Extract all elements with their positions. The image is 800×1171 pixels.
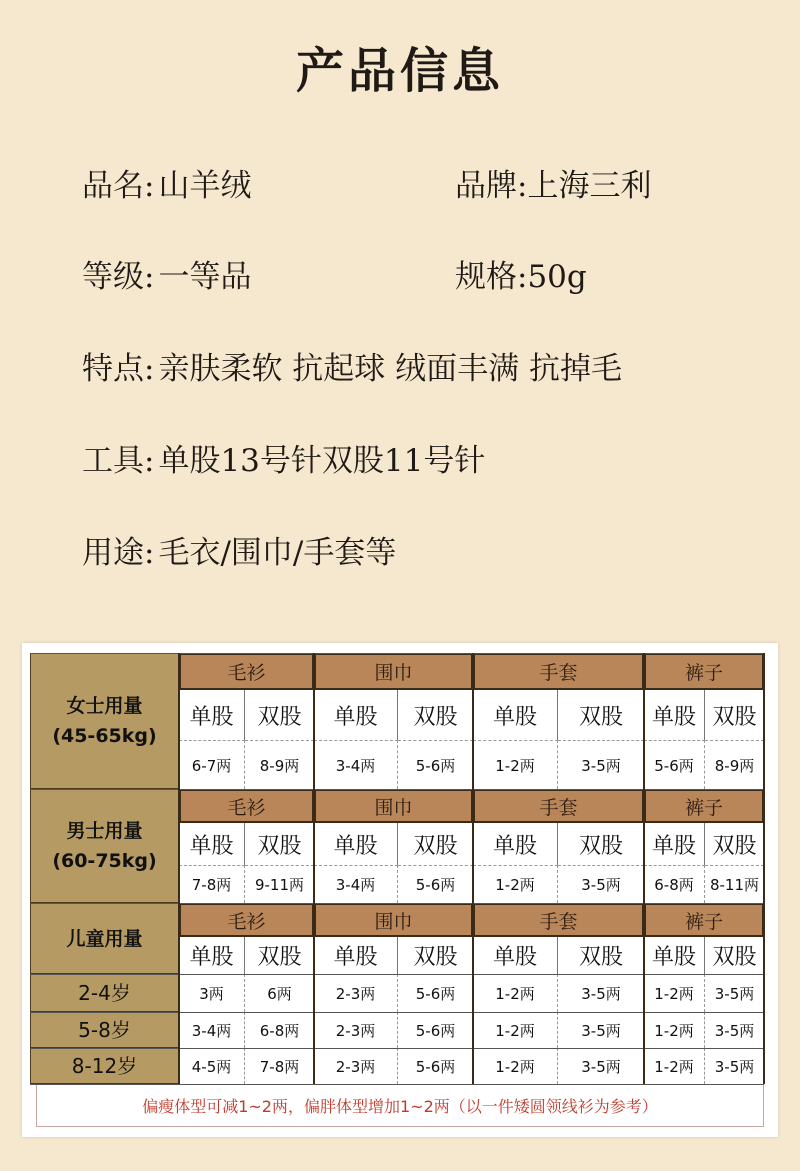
men-category-4: 裤子	[644, 789, 764, 823]
kids-row-3-amount-8: 3-5两	[705, 1048, 764, 1084]
info-name-label: 品名:	[82, 168, 155, 204]
men-amount-2: 9-11两	[245, 865, 314, 903]
row-divider	[30, 903, 764, 904]
kids-row-2-amount-6: 3-5两	[558, 1012, 644, 1048]
kids-strand-1: 单股	[179, 937, 245, 974]
men-category-2: 围巾	[314, 789, 473, 823]
kids-row-3-amount-6: 3-5两	[558, 1048, 644, 1084]
men-amount-6: 3-5两	[558, 865, 644, 903]
women-strand-1: 单股	[179, 690, 245, 740]
group-divider	[643, 653, 645, 1084]
women-amount-6: 3-5两	[558, 740, 644, 789]
kids-row-1-amount-8: 3-5两	[705, 974, 764, 1012]
kids-row-1-amount-5: 1-2两	[473, 974, 558, 1012]
kids-age-2: 5-8岁	[30, 1012, 179, 1048]
men-strand-2: 双股	[245, 823, 314, 865]
women-amount-4: 5-6两	[398, 740, 473, 789]
row-divider	[30, 653, 764, 654]
table-footnote: 偏瘦体型可减1~2两，偏胖体型增加1~2两（以一件矮圆领线衫为参考）	[36, 1083, 764, 1127]
women-category-2: 围巾	[314, 653, 473, 690]
men-strand-3: 单股	[314, 823, 398, 865]
kids-category-1: 毛衫	[179, 903, 314, 937]
women-amount-7: 5-6两	[644, 740, 705, 789]
kids-strand-5: 单股	[473, 937, 558, 974]
kids-row-3-amount-5: 1-2两	[473, 1048, 558, 1084]
kids-row-1-amount-1: 3两	[179, 974, 245, 1012]
men-amount-8: 8-11两	[705, 865, 764, 903]
info-feature-value: 亲肤柔软 抗起球 绒面丰满 抗掉毛	[158, 351, 623, 387]
women-strand-7: 单股	[644, 690, 705, 740]
men-category-3: 手套	[473, 789, 644, 823]
info-use-label: 用途:	[82, 535, 155, 571]
kids-row-1-amount-3: 2-3两	[314, 974, 398, 1012]
men-amount-3: 3-4两	[314, 865, 398, 903]
men-strand-4: 双股	[398, 823, 473, 865]
info-name-value: 山羊绒	[158, 168, 252, 204]
women-category-4: 裤子	[644, 653, 764, 690]
women-amount-5: 1-2两	[473, 740, 558, 789]
kids-row-2-amount-1: 3-4两	[179, 1012, 245, 1048]
men-strand-8: 双股	[705, 823, 764, 865]
group-divider	[763, 653, 765, 1084]
men-title: 男士用量	[66, 820, 143, 842]
women-strand-8: 双股	[705, 690, 764, 740]
usage-table	[22, 643, 778, 1137]
women-amount-3: 3-4两	[314, 740, 398, 789]
info-use-value: 毛衣/围巾/手套等	[158, 535, 397, 571]
women-category-3: 手套	[473, 653, 644, 690]
kids-age-1: 2-4岁	[30, 974, 179, 1012]
men-range: (60-75kg)	[52, 850, 157, 872]
kids-row-3-amount-1: 4-5两	[179, 1048, 245, 1084]
kids-strand-8: 双股	[705, 937, 764, 974]
women-amount-8: 8-9两	[705, 740, 764, 789]
kids-strand-4: 双股	[398, 937, 473, 974]
info-feature-label: 特点:	[82, 351, 155, 387]
info-tool-label: 工具:	[82, 443, 155, 479]
row-divider	[30, 974, 764, 975]
kids-row-2-amount-3: 2-3两	[314, 1012, 398, 1048]
info-spec-label: 规格:	[455, 259, 528, 295]
men-label	[30, 789, 179, 903]
kids-row-3-amount-4: 5-6两	[398, 1048, 473, 1084]
women-category-1: 毛衫	[179, 653, 314, 690]
women-range: (45-65kg)	[52, 725, 157, 747]
kids-row-2-amount-4: 5-6两	[398, 1012, 473, 1048]
women-strand-2: 双股	[245, 690, 314, 740]
kids-category-4: 裤子	[644, 903, 764, 937]
kids-row-2-amount-8: 3-5两	[705, 1012, 764, 1048]
info-tool-value: 单股13号针双股11号针	[158, 443, 486, 479]
kids-row-1-amount-4: 5-6两	[398, 974, 473, 1012]
kids-row-3-amount-2: 7-8两	[245, 1048, 314, 1084]
row-divider	[30, 1048, 764, 1049]
men-amount-4: 5-6两	[398, 865, 473, 903]
men-amount-1: 7-8两	[179, 865, 245, 903]
kids-row-1-amount-6: 3-5两	[558, 974, 644, 1012]
men-strand-1: 单股	[179, 823, 245, 865]
men-amount-7: 6-8两	[644, 865, 705, 903]
women-strand-5: 单股	[473, 690, 558, 740]
kids-row-3-amount-3: 2-3两	[314, 1048, 398, 1084]
row-divider	[30, 789, 764, 790]
row-divider	[30, 1084, 764, 1085]
men-category-1: 毛衫	[179, 789, 314, 823]
kids-strand-2: 双股	[245, 937, 314, 974]
info-spec	[455, 257, 587, 297]
info-brand	[455, 166, 651, 206]
info-grade	[82, 257, 251, 297]
kids-row-3-amount-7: 1-2两	[644, 1048, 705, 1084]
group-divider	[472, 653, 474, 1084]
women-strand-4: 双股	[398, 690, 473, 740]
info-grade-value: 一等品	[158, 259, 252, 295]
kids-row-1-amount-2: 6两	[245, 974, 314, 1012]
men-amount-5: 1-2两	[473, 865, 558, 903]
group-divider	[178, 653, 180, 1084]
kids-strand-3: 单股	[314, 937, 398, 974]
group-divider	[313, 653, 315, 1084]
kids-row-2-amount-2: 6-8两	[245, 1012, 314, 1048]
info-grade-label: 等级:	[82, 259, 155, 295]
women-title: 女士用量	[66, 695, 143, 717]
kids-category-2: 围巾	[314, 903, 473, 937]
info-spec-value: 50g	[527, 259, 587, 295]
kids-row-1-amount-7: 1-2两	[644, 974, 705, 1012]
row-divider	[30, 1012, 764, 1013]
info-use	[82, 533, 396, 573]
page-title: 产品信息	[295, 43, 504, 99]
men-strand-6: 双股	[558, 823, 644, 865]
info-feature	[82, 349, 622, 389]
women-strand-6: 双股	[558, 690, 644, 740]
info-brand-value: 上海三利	[527, 168, 652, 204]
info-brand-label: 品牌:	[455, 168, 528, 204]
info-name	[82, 166, 251, 206]
kids-strand-7: 单股	[644, 937, 705, 974]
kids-strand-6: 双股	[558, 937, 644, 974]
women-amount-2: 8-9两	[245, 740, 314, 789]
women-amount-1: 6-7两	[179, 740, 245, 789]
women-label	[30, 653, 179, 789]
kids-row-2-amount-5: 1-2两	[473, 1012, 558, 1048]
kids-category-3: 手套	[473, 903, 644, 937]
kids-label: 儿童用量	[30, 903, 179, 974]
men-strand-7: 单股	[644, 823, 705, 865]
women-strand-3: 单股	[314, 690, 398, 740]
kids-age-3: 8-12岁	[30, 1048, 179, 1084]
kids-row-2-amount-7: 1-2两	[644, 1012, 705, 1048]
info-tool	[82, 441, 485, 481]
men-strand-5: 单股	[473, 823, 558, 865]
